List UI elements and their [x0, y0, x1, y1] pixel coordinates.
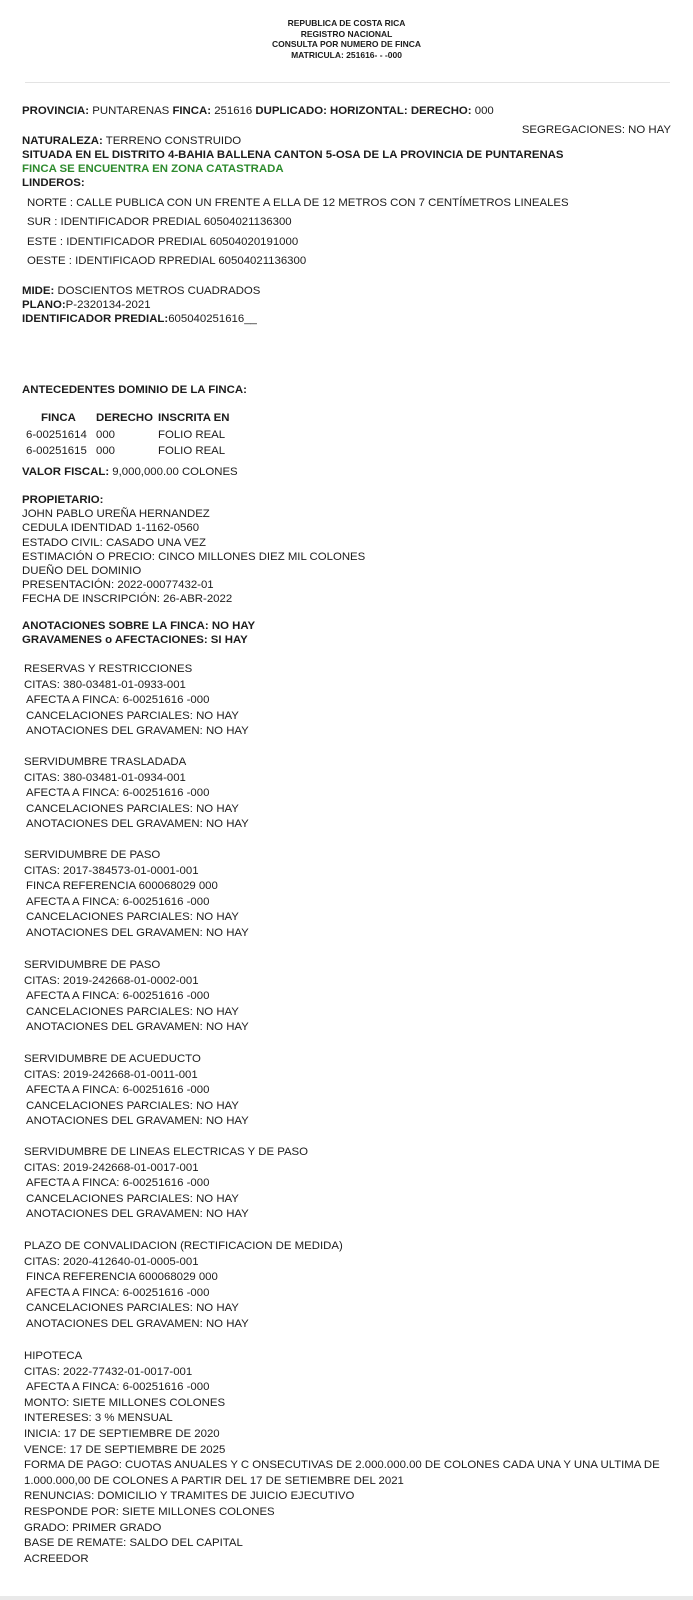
hipoteca-citas: CITAS: 2022-77432-01-0017-001: [24, 1365, 193, 1378]
naturaleza-section: [22, 134, 682, 190]
gravamen-detail: FINCA REFERENCIA 600068029 000: [26, 880, 218, 893]
propietario-label: PROPIETARIO:: [22, 494, 104, 506]
linderos-list: [22, 194, 682, 271]
gravamen-detail: AFECTA A FINCA: 6-00251616 -000: [26, 895, 210, 908]
provincia-label: PROVINCIA:: [22, 105, 90, 117]
gravamen-citas: CITAS: 2020-412640-01-0005-001: [24, 1255, 199, 1268]
mide-value: DOSCIENTOS METROS CUADRADOS: [54, 285, 261, 297]
gravamen-citas: CITAS: 2019-242668-01-0002-001: [24, 974, 199, 987]
hipoteca-inicia: INICIA: 17 DE SEPTIEMBRE DE 2020: [24, 1427, 220, 1440]
hipoteca-responde: RESPONDE POR: SIETE MILLONES COLONES: [24, 1505, 275, 1518]
bottom-edge: [0, 1596, 693, 1600]
antecedentes-title: ANTECEDENTES DOMINIO DE LA FINCA:: [22, 384, 247, 396]
lindero-norte: NORTE : CALLE PUBLICA CON UN FRENTE A ELLA DE 12 METROS CON 7 CENTÍMETROS LINEALES: [27, 197, 569, 209]
propietario-estado-civil: ESTADO CIVIL: CASADO UNA VEZ: [22, 536, 206, 549]
antecedentes-table: [26, 410, 268, 460]
segregaciones: SEGREGACIONES: NO HAY: [521, 124, 671, 136]
propietario-name: JOHN PABLO UREÑA HERNANDEZ: [22, 508, 210, 521]
gravamen-detail: ANOTACIONES DEL GRAVAMEN: NO HAY: [26, 818, 249, 831]
gravamen-entry: [24, 848, 674, 942]
gravamen-detail: ANOTACIONES DEL GRAVAMEN: NO HAY: [26, 1115, 249, 1128]
derecho-value: 000: [471, 105, 494, 117]
gravamen-title: RESERVAS Y RESTRICCIONES: [24, 663, 193, 675]
gravamenes-status: GRAVAMENES o AFECTACIONES: SI HAY: [22, 634, 248, 646]
gravamen-detail: ANOTACIONES DEL GRAVAMEN: NO HAY: [26, 725, 249, 738]
gravamen-detail: CANCELACIONES PARCIALES: NO HAY: [26, 911, 239, 924]
hipoteca-entry: [24, 1349, 674, 1567]
gravamen-detail: AFECTA A FINCA: 6-00251616 -000: [26, 787, 210, 800]
gravamen-detail: CANCELACIONES PARCIALES: NO HAY: [26, 1302, 239, 1315]
cell-inscrita: FOLIO REAL: [158, 428, 226, 441]
gravamen-citas: CITAS: 2019-242668-01-0011-001: [24, 1068, 198, 1081]
propietario-dominio: DUEÑO DEL DOMINIO: [22, 565, 142, 578]
propietario-cedula: CEDULA IDENTIDAD 1-1162-0560: [22, 522, 200, 535]
gravamen-entry: [24, 1239, 674, 1333]
gravamen-citas: CITAS: 2017-384573-01-0001-001: [24, 864, 199, 877]
col-finca: FINCA: [41, 412, 76, 424]
situada-text: SITUADA EN EL DISTRITO 4-BAHIA BALLENA CANTON 5-OSA DE LA PROVINCIA DE PUNTARENAS: [22, 149, 564, 161]
cell-finca: 6-00251614: [26, 428, 87, 441]
naturaleza-value: TERRENO CONSTRUIDO: [102, 135, 242, 147]
zona-catastrada: FINCA SE ENCUENTRA EN ZONA CATASTRADA: [22, 163, 284, 175]
mide-label: MIDE:: [22, 285, 55, 297]
hipoteca-forma-pago: FORMA DE PAGO: CUOTAS ANUALES Y C ONSECUTIVAS DE 2.000.000.00 DE COLONES CADA UNA Y UNA ULTIMA DE 1.000.000,00 DE COLONES A PARTIR DEL 17 DE SETIEMBRE DEL 2021: [24, 1459, 660, 1487]
gravamen-detail: CANCELACIONES PARCIALES: NO HAY: [26, 1005, 239, 1018]
gravamen-title: SERVIDUMBRE DE ACUEDUCTO: [24, 1053, 201, 1065]
hipoteca-renuncias: RENUNCIAS: DOMICILIO Y TRAMITES DE JUICIO EJECUTIVO: [24, 1490, 355, 1503]
cell-inscrita: FOLIO REAL: [158, 445, 226, 457]
table-row: [26, 427, 268, 444]
anotaciones-section: [22, 619, 682, 647]
gravamen-detail: ANOTACIONES DEL GRAVAMEN: NO HAY: [26, 1208, 249, 1221]
gravamen-detail: ANOTACIONES DEL GRAVAMEN: NO HAY: [26, 1317, 249, 1330]
hipoteca-grado: GRADO: PRIMER GRADO: [24, 1521, 162, 1534]
hipoteca-base-remate: BASE DE REMATE: SALDO DEL CAPITAL: [24, 1537, 243, 1550]
gravamen-detail: FINCA REFERENCIA 600068029 000: [26, 1271, 218, 1284]
derecho-label: DERECHO:: [410, 105, 472, 117]
hipoteca-intereses: INTERESES: 3 % MENSUAL: [24, 1412, 173, 1425]
gravamen-detail: ANOTACIONES DEL GRAVAMEN: NO HAY: [26, 1021, 249, 1034]
gravamen-title: SERVIDUMBRE DE PASO: [24, 959, 161, 971]
cell-finca: 6-00251615: [26, 445, 87, 457]
gravamen-title: PLAZO DE CONVALIDACION (RECTIFICACION DE MEDIDA): [24, 1240, 343, 1252]
plano-value: P-2320134-2021: [65, 299, 151, 311]
header-divider: [25, 82, 670, 83]
finca-label: FINCA:: [172, 105, 212, 117]
lindero-oeste: OESTE : IDENTIFICAOD RPREDIAL 60504021136300: [27, 254, 307, 267]
table-header-row: [26, 410, 268, 427]
table-row: [26, 443, 268, 460]
header-registry: REGISTRO NACIONAL: [300, 28, 393, 39]
gravamen-detail: CANCELACIONES PARCIALES: NO HAY: [26, 709, 239, 722]
gravamen-entry: [24, 958, 674, 1036]
identificador-label: IDENTIFICADOR PREDIAL:: [22, 313, 169, 325]
lindero-sur: SUR : IDENTIFICADOR PREDIAL 60504021136300: [27, 216, 292, 229]
cell-derecho: 000: [96, 428, 116, 441]
gravamen-detail: AFECTA A FINCA: 6-00251616 -000: [26, 1286, 210, 1299]
gravamen-detail: AFECTA A FINCA: 6-00251616 -000: [26, 990, 210, 1003]
gravamen-detail: CANCELACIONES PARCIALES: NO HAY: [26, 1099, 239, 1112]
propietario-section: [22, 493, 682, 607]
gravamen-entry: [24, 662, 674, 740]
hipoteca-afecta: AFECTA A FINCA: 6-00251616 -000: [26, 1381, 210, 1394]
propietario-presentacion: PRESENTACIÓN: 2022-00077432-01: [22, 579, 214, 592]
finca-value: 251616: [211, 105, 256, 117]
gravamen-title: SERVIDUMBRE TRASLADADA: [24, 756, 187, 768]
gravamen-citas: CITAS: 380-03481-01-0934-001: [24, 771, 186, 784]
naturaleza-label: NATURALEZA:: [22, 135, 103, 147]
gravamen-title: SERVIDUMBRE DE PASO: [24, 849, 161, 861]
property-summary: [22, 104, 682, 120]
propietario-fecha: FECHA DE INSCRIPCIÓN: 26-ABR-2022: [22, 593, 233, 606]
gravamen-detail: AFECTA A FINCA: 6-00251616 -000: [26, 1177, 210, 1190]
valor-fiscal: [22, 465, 682, 481]
hipoteca-monto: MONTO: SIETE MILLONES COLONES: [24, 1396, 226, 1409]
gravamen-title: SERVIDUMBRE DE LINEAS ELECTRICAS Y DE PASO: [24, 1146, 309, 1158]
medidas-section: [22, 284, 682, 326]
gravamen-entry: [24, 1052, 674, 1130]
gravamen-entry: [24, 1145, 674, 1223]
gravamen-detail: CANCELACIONES PARCIALES: NO HAY: [26, 802, 239, 815]
valor-fiscal-value: 9,000,000.00 COLONES: [109, 466, 238, 478]
plano-label: PLANO:: [22, 299, 66, 311]
anotaciones-finca: ANOTACIONES SOBRE LA FINCA: NO HAY: [22, 620, 256, 632]
header-country: REPUBLICA DE COSTA RICA: [287, 18, 406, 28]
gravamen-citas: CITAS: 380-03481-01-0933-001: [24, 678, 186, 691]
gravamen-detail: AFECTA A FINCA: 6-00251616 -000: [26, 694, 210, 707]
horizontal-label: HORIZONTAL:: [330, 105, 411, 117]
lindero-este: ESTE : IDENTIFICADOR PREDIAL 60504020191000: [27, 235, 299, 248]
duplicado-label: DUPLICADO:: [255, 105, 331, 117]
col-derecho: DERECHO: [96, 412, 153, 424]
provincia-value: PUNTARENAS: [89, 105, 173, 117]
gravamen-entry: [24, 755, 674, 833]
gravamen-detail: CANCELACIONES PARCIALES: NO HAY: [26, 1192, 239, 1205]
valor-fiscal-label: VALOR FISCAL:: [22, 466, 110, 478]
header-query-type: CONSULTA POR NUMERO DE FINCA: [271, 39, 422, 50]
linderos-label: LINDEROS:: [22, 177, 85, 189]
identificador-value: 605040251616__: [168, 313, 257, 325]
propietario-estimacion: ESTIMACIÓN O PRECIO: CINCO MILLONES DIEZ MIL COLONES: [22, 550, 366, 563]
gravamen-detail: ANOTACIONES DEL GRAVAMEN: NO HAY: [26, 926, 249, 939]
hipoteca-title: HIPOTECA: [24, 1350, 83, 1362]
hipoteca-acreedor: ACREEDOR: [24, 1552, 89, 1565]
col-inscrita: INSCRITA EN: [158, 412, 230, 424]
hipoteca-vence: VENCE: 17 DE SEPTIEMBRE DE 2025: [24, 1443, 226, 1456]
header-matricula: MATRICULA: 251616- - -000: [291, 49, 402, 60]
gravamen-citas: CITAS: 2019-242668-01-0017-001: [24, 1161, 199, 1174]
cell-derecho: 000: [96, 445, 116, 457]
document-header: [0, 18, 693, 60]
gravamen-detail: AFECTA A FINCA: 6-00251616 -000: [26, 1084, 210, 1097]
